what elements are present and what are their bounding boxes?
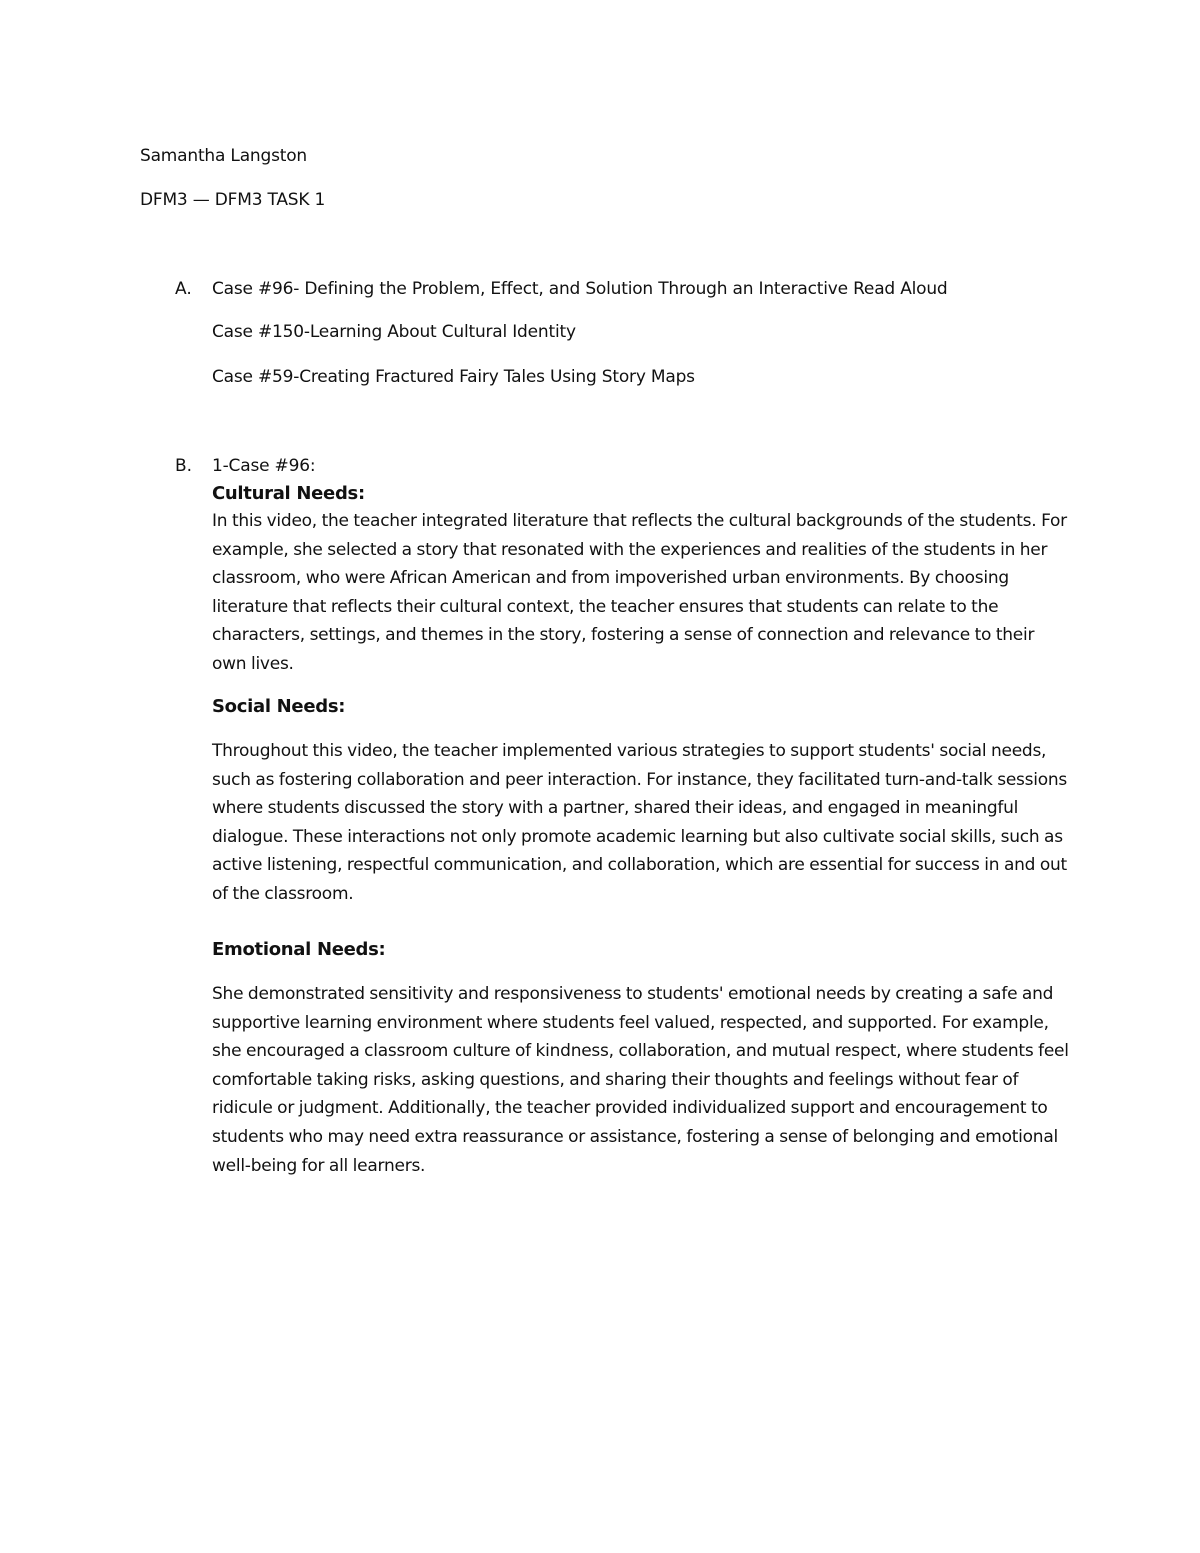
cultural-needs-heading: Cultural Needs: [212,483,365,504]
case-label: 1-Case #96: [212,456,316,476]
emotional-needs-heading: Emotional Needs: [212,939,386,960]
social-needs-heading: Social Needs: [212,696,346,717]
emotional-needs-paragraph: She demonstrated sensitivity and responsiveness to students' emotional needs by creating a safe and supportive learning environment where students feel valued, respected, and supported. For example, she encouraged a classroom culture of kindness, collaboration, and mutual respect, where students feel comfortable taking risks, asking questions, and sharing their thoughts and feelings without fear of ridicule or judgment. Additionally, the teacher provided individualized support and encouragement to students who may need extra reassurance or assistance, fostering a sense of belonging and emotional well-being for all learners. [212,984,1069,1176]
section-b-marker: B. [175,456,193,476]
section-a-marker: A. [175,279,192,299]
social-needs-paragraph: Throughout this video, the teacher implemented various strategies to support students' social needs, such as fostering collaboration and peer interaction. For instance, they facilitated turn-and-talk sessions where students discussed the story with a partner, shared their ideas, and engaged in meaningful dialogue. These interactions not only promote academic learning but also cultivate social skills, such as active listening, respectful communication, and collaboration, which are essential for success in and out of the classroom. [212,741,1068,904]
author-name: Samantha Langston [140,146,307,166]
case-item: Case #59-Creating Fractured Fairy Tales Using Story Maps [212,367,695,387]
case-item: Case #96- Defining the Problem, Effect, and Solution Through an Interactive Read Aloud [212,279,948,299]
case-item: Case #150-Learning About Cultural Identity [212,322,576,342]
course-title: DFM3 — DFM3 TASK 1 [140,190,326,210]
cultural-needs-paragraph: In this video, the teacher integrated literature that reflects the cultural backgrounds of the students. For example, she selected a story that resonated with the experiences and realities of the students in her classroom, who were African American and from impoverished urban environments. By choosing literature that reflects their cultural context, the teacher ensures that students can relate to the characters, settings, and themes in the story, fostering a sense of connection and relevance to their own lives. [212,511,1067,674]
